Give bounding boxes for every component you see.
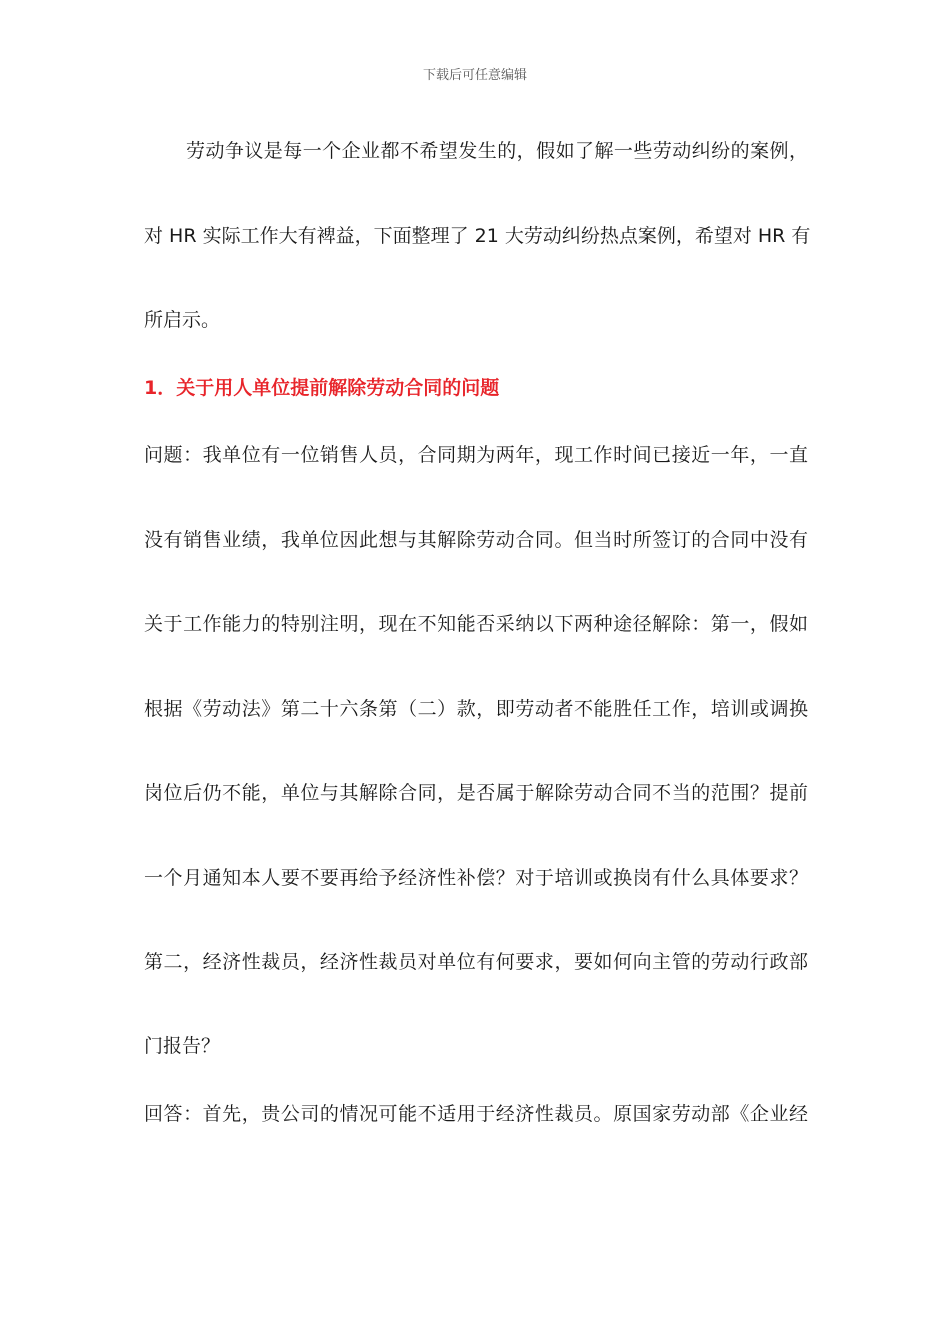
intro-line-3: 所启示。 bbox=[144, 309, 221, 331]
answer-line-1: 回答：首先，贵公司的情况可能不适用于经济性裁员。原国家劳动部《企业经 bbox=[144, 1103, 808, 1125]
section-1-heading: 1．关于用人单位提前解除劳动合同的问题 bbox=[144, 377, 500, 399]
question-line-6: 一个月通知本人要不要再给予经济性补偿？对于培训或换岗有什么具体要求？ bbox=[144, 867, 808, 889]
intro-line-2: 对 HR 实际工作大有裨益，下面整理了 21 大劳动纠纷热点案例，希望对 HR 有 bbox=[144, 225, 811, 247]
question-line-4: 根据《劳动法》第二十六条第（二）款，即劳动者不能胜任工作，培训或调换 bbox=[144, 698, 808, 720]
question-line-8: 门报告？ bbox=[144, 1035, 221, 1057]
page-header-note: 下载后可任意编辑 bbox=[422, 68, 527, 83]
question-line-3: 关于工作能力的特别注明，现在不知能否采纳以下两种途径解除：第一，假如 bbox=[144, 613, 808, 635]
question-line-7: 第二，经济性裁员，经济性裁员对单位有何要求，要如何向主管的劳动行政部 bbox=[144, 951, 808, 973]
intro-line-1: 劳动争议是每一个企业都不希望发生的，假如了解一些劳动纠纷的案例， bbox=[186, 140, 808, 162]
question-line-5: 岗位后仍不能，单位与其解除合同，是否属于解除劳动合同不当的范围？提前 bbox=[144, 782, 808, 804]
question-line-1: 问题：我单位有一位销售人员，合同期为两年，现工作时间已接近一年，一直 bbox=[144, 444, 808, 466]
question-line-2: 没有销售业绩，我单位因此想与其解除劳动合同。但当时所签订的合同中没有 bbox=[144, 529, 808, 551]
